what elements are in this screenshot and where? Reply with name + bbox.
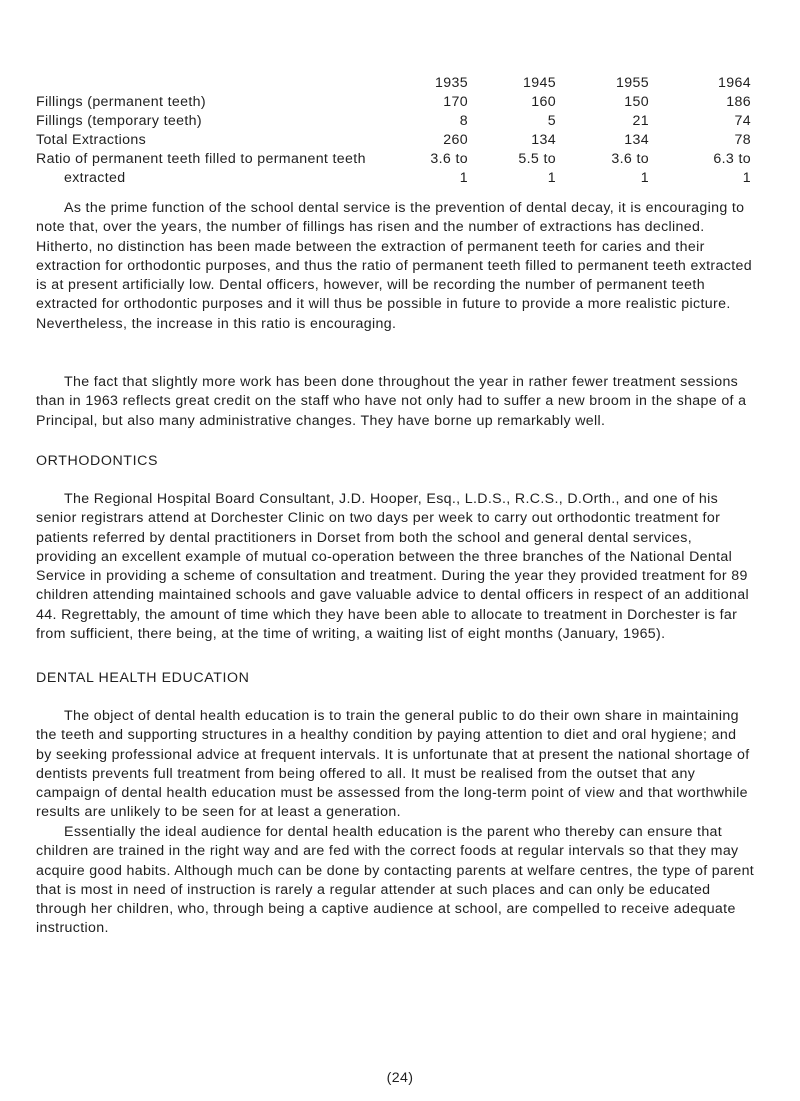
- year-header: 1945: [523, 75, 556, 91]
- table-cell: 21: [632, 113, 649, 129]
- year-header: 1935: [435, 75, 468, 91]
- row-label: Fillings (permanent teeth): [36, 94, 206, 110]
- table-cell: 170: [443, 94, 468, 110]
- paragraph-fillings-extractions: As the prime function of the school dental service is the prevention of dental decay, it is encouraging to note that, over the years, the number of fillings has risen and the number of extractions has declined. Hitherto, no distinction has been made between the extraction of permanent teeth for caries and their extraction for orthodontic purposes, and thus the ratio of permanent teeth filled to permanent teeth extracted is at present artificially low. Dental officers, however, will be recording the number of permanent teeth extracted for orthodontic purposes and it will thus be possible in future to provide a more realistic picture. Nevertheless, the increase in this ratio is encouraging.: [36, 200, 752, 332]
- page-number: (24): [386, 1070, 414, 1086]
- row-label: Fillings (temporary teeth): [36, 113, 203, 129]
- table-row: [36, 112, 751, 131]
- table-header-blank: [36, 74, 416, 93]
- table-cell: 1: [459, 170, 468, 186]
- row-label: Ratio of permanent teeth filled to permanent teeth: [36, 151, 366, 167]
- table-cell: 134: [624, 132, 649, 148]
- table-header-row: [36, 74, 751, 93]
- year-header: 1955: [616, 75, 649, 91]
- table-cell: 186: [726, 94, 751, 110]
- table-row: [36, 131, 751, 150]
- heading-dental-health-education: DENTAL HEALTH EDUCATION: [36, 670, 250, 686]
- table-row: [36, 150, 751, 169]
- row-label: Total Extractions: [36, 132, 147, 148]
- table-cell: 6.3 to: [713, 151, 751, 167]
- year-header: 1964: [718, 75, 751, 91]
- table-cell: 1: [640, 170, 649, 186]
- row-label: extracted: [64, 170, 126, 186]
- table-cell: 260: [443, 132, 468, 148]
- dental-statistics-table: [36, 74, 751, 188]
- table-cell: 5.5 to: [518, 151, 556, 167]
- table-row: [36, 169, 751, 188]
- table-cell: 5: [547, 113, 556, 129]
- table-row: [36, 93, 751, 112]
- table-cell: 78: [734, 132, 751, 148]
- table-cell: 150: [624, 94, 649, 110]
- paragraph-orthodontics: The Regional Hospital Board Consultant, J.D. Hooper, Esq., L.D.S., R.C.S., D.Orth., and one of his senior registrars attend at Dorchester Clinic on two days per week to carry out orthodontic treatment for patients referred by dental practitioners in Dorset from both the school and general dental services, providing an excellent example of mutual co-operation between the three branches of the National Dental Service in providing a scheme of consultation and treatment. During the year they provided treatment for 89 children attending maintained schools and gave valuable advice to dental officers in respect of an additional 44. Regrettably, the amount of time which they have been able to allocate to treatment in Dorchester is far from sufficient, there being, at the time of writing, a waiting list of eight months (January, 1965).: [36, 491, 750, 643]
- table-cell: 1: [742, 170, 751, 186]
- table-cell: 74: [734, 113, 751, 129]
- paragraph-staff-credit: The fact that slightly more work has been done throughout the year in rather fewer treatment sessions than in 1963 reflects great credit on the staff who have not only had to suffer a new broom in the shape of a Principal, but also many administrative changes. They have borne up remarkably well.: [36, 374, 747, 429]
- table-cell: 3.6 to: [430, 151, 468, 167]
- table-cell: 160: [531, 94, 556, 110]
- paragraph-dental-health-object: The object of dental health education is to train the general public to do their own share in maintaining the teeth and supporting structures in a healthy condition by paying attention to diet and oral hygiene; and by seeking professional advice at frequent intervals. It is unfortunate that at present the national shortage of dentists prevents full treatment from being offered to all. It must be realised from the outset that any campaign of dental health education must be assessed from the long-term point of view and that worthwhile results are unlikely to be seen for at least a generation.: [36, 708, 750, 821]
- table-cell: 3.6 to: [611, 151, 649, 167]
- paragraph-ideal-audience: Essentially the ideal audience for dental health education is the parent who thereby can ensure that children are trained in the right way and are fed with the correct foods at regular intervals so that they may acquire good habits. Although much can be done by contacting parents at welfare centres, the type of parent that is most in need of instruction is rarely a regular attender at such places and can only be educated through her children, who, through being a captive audience at school, are compelled to receive adequate instruction.: [36, 824, 755, 937]
- table-cell: 8: [459, 113, 468, 129]
- heading-orthodontics: ORTHODONTICS: [36, 453, 159, 469]
- table-cell: 134: [531, 132, 556, 148]
- table-cell: 1: [547, 170, 556, 186]
